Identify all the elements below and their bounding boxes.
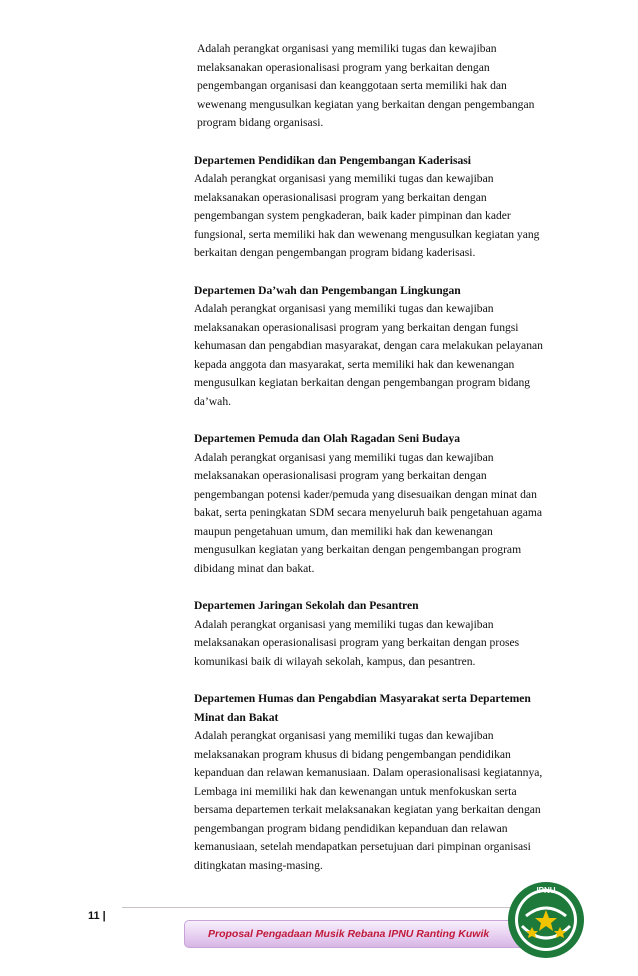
document-body bbox=[194, 40, 580, 894]
paragraph-line: melaksanakan operasionalisasi program yang berkaitan dengan bbox=[194, 190, 487, 204]
paragraph-line: melaksanakan operasionalisasi program yang berkaitan dengan proses bbox=[194, 636, 520, 649]
paragraph-line: Adalah perangkat organisasi yang memiliki tugas dan kewajiban bbox=[194, 729, 494, 742]
paragraph-line: Adalah perangkat organisasi yang memiliki tugas dan kewajiban bbox=[197, 42, 497, 55]
paragraph-line: maupun pengetahuan umum, dan memiliki hak dan kewenangan bbox=[194, 524, 493, 538]
logo-lettering: IPNU bbox=[536, 886, 556, 895]
intro-section bbox=[194, 40, 580, 133]
paragraph-line: komunikasi baik di wilayah sekolah, kampus, dan pesantren. bbox=[194, 654, 476, 668]
page-number: 11 | bbox=[88, 910, 106, 922]
section-pendidikan bbox=[194, 152, 580, 263]
paragraph-line: program bidang organisasi. bbox=[197, 116, 324, 129]
paragraph-line: dibidang minat dan bakat. bbox=[194, 561, 315, 575]
paragraph-line: Adalah perangkat organisasi yang memiliki tugas dan kewajiban bbox=[194, 302, 494, 315]
section-heading: Departemen Jaringan Sekolah dan Pesantren bbox=[194, 599, 419, 612]
paragraph-line: melaksanakan operasionalisasi program yang berkaitan dengan bbox=[194, 469, 487, 482]
section-dawah bbox=[194, 282, 580, 412]
paragraph-line: da’wah. bbox=[194, 394, 232, 408]
paragraph-line: kepanduan dan relawan kemanusiaan. Dalam operasionalisasi kegiatannya, bbox=[194, 766, 543, 779]
section-heading-continued: Minat dan Bakat bbox=[194, 710, 279, 724]
paragraph-line: berkaitan dengan pengembangan program bidang kaderisasi. bbox=[194, 246, 476, 259]
paragraph-line: melaksanakan program khusus di bidang pengembangan pendidikan bbox=[194, 747, 511, 761]
paragraph-line: mengusulkan kegiatan berkaitan dengan pengembangan program bidang bbox=[194, 376, 531, 389]
paragraph-line: Adalah perangkat organisasi yang memiliki tugas dan kewajiban bbox=[194, 172, 494, 185]
paragraph-line: ditingkatan masing-masing. bbox=[194, 858, 323, 872]
section-heading: Departemen Da’wah dan Pengembangan Lingkungan bbox=[194, 283, 461, 297]
ipnu-logo-icon bbox=[506, 880, 586, 960]
paragraph-line: kepada anggota dan masyarakat, serta memiliki hak dan kewenangan bbox=[194, 357, 515, 371]
paragraph-line: pengembangan organisasi dan keanggotaan serta memiliki hak dan bbox=[197, 79, 507, 92]
section-heading: Departemen Pendidikan dan Pengembangan Kaderisasi bbox=[194, 153, 471, 167]
paragraph-line: pengembangan potensi kader/pemuda yang disesuaikan dengan minat dan bbox=[194, 487, 537, 501]
section-jaringan bbox=[194, 597, 580, 671]
paragraph-line: melaksanakan operasionalisasi program yang berkaitan dengan fungsi bbox=[194, 320, 519, 334]
section-humas bbox=[194, 690, 580, 875]
paragraph-line: kemanusiaan, setelah mendapatkan persetujuan dari pimpinan organisasi bbox=[194, 840, 531, 853]
footer-banner-text: Proposal Pengadaan Musik Rebana IPNU Ranting Kuwik bbox=[208, 928, 490, 940]
paragraph-line: Adalah perangkat organisasi yang memiliki tugas dan kewajiban bbox=[194, 617, 494, 631]
paragraph-line: pengembangan system pengkaderan, baik kader pimpinan dan kader bbox=[194, 209, 511, 222]
paragraph-line: Lembaga ini memiliki hak dan kewenangan untuk menfokuskan serta bbox=[194, 784, 517, 798]
paragraph-line: wewenang mengusulkan kegiatan yang berkaitan dengan pengembangan bbox=[197, 97, 535, 111]
paragraph-line: Adalah perangkat organisasi yang memiliki tugas dan kewajiban bbox=[194, 450, 494, 464]
section-pemuda bbox=[194, 430, 580, 578]
paragraph-line: kehumasan dan pengabdian masyarakat, dengan cara melakukan pelayanan bbox=[194, 339, 543, 352]
paragraph-line: melaksanakan operasionalisasi program yang berkaitan dengan bbox=[197, 60, 490, 74]
paragraph-line: pengembangan program bidang pendidikan kepanduan dan relawan bbox=[194, 821, 508, 835]
paragraph-line: fungsional, serta memiliki hak dan wewenang mengusulkan kegiatan yang bbox=[194, 227, 540, 241]
paragraph-line: mengusulkan kegiatan yang berkaitan dengan pengembangan program bbox=[194, 543, 522, 556]
paragraph-line: bersama departemen terkait melaksanakan kegiatan yang berkaitan dengan bbox=[194, 803, 541, 816]
paragraph-line: bakat, serta peningkatan SDM secara menyeluruh baik pengetahuan agama bbox=[194, 506, 542, 519]
section-heading: Departemen Humas dan Pengabdian Masyarakat serta Departemen bbox=[194, 692, 531, 705]
section-heading: Departemen Pemuda dan Olah Ragadan Seni Budaya bbox=[194, 432, 461, 445]
